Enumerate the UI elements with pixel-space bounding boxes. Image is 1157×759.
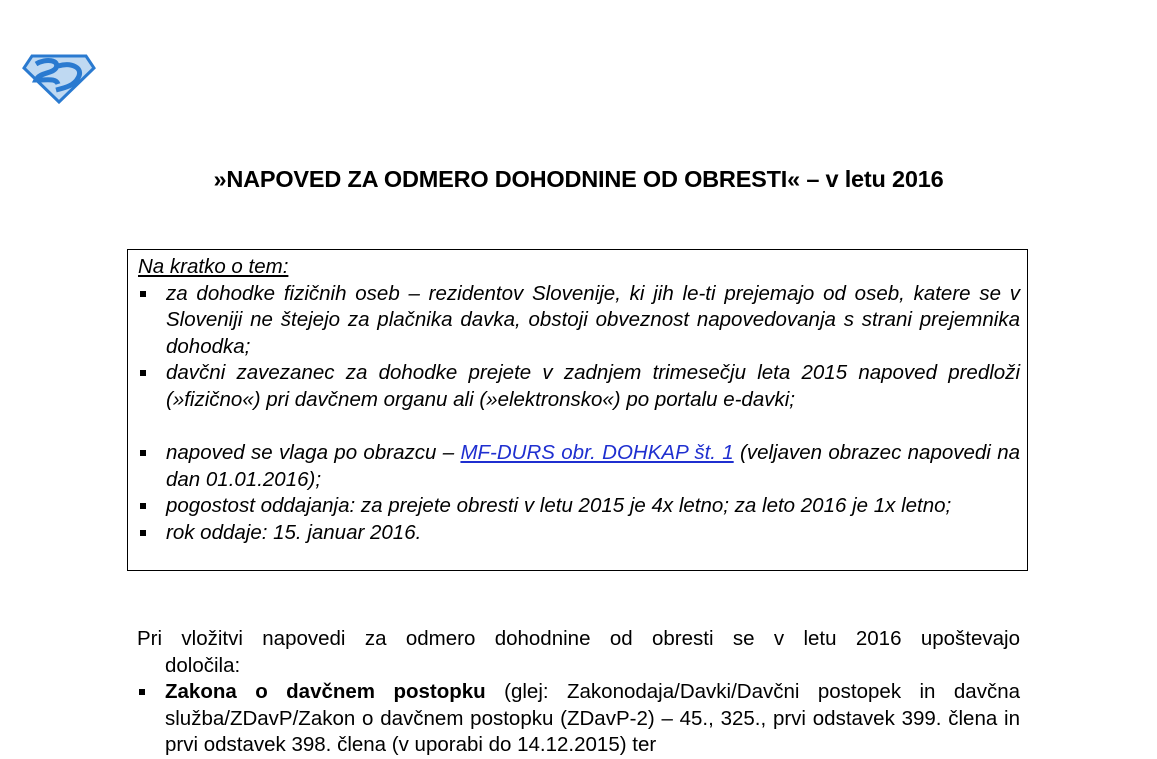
sd-logo bbox=[22, 50, 96, 104]
spacer bbox=[138, 414, 1020, 441]
summary-box bbox=[127, 249, 1028, 571]
bullet-icon bbox=[140, 530, 146, 536]
list-item: za dohodke fizičnih oseb – rezidentov Slovenije, ki jih le-ti prejemajo od oseb, katere se v Sloveniji ne štejejo za plačnika davka, obstoji obveznost napovedovanja s strani prejemnika dohodka; bbox=[138, 281, 1020, 361]
intro-line-1: Pri vložitvi napovedi za odmero dohodnine od obresti se v letu 2016 upoštevajo bbox=[137, 627, 1020, 650]
list-item: pogostost oddajanja: za prejete obresti v letu 2015 je 4x letno; za leto 2016 je 1x letno; bbox=[138, 493, 1020, 520]
list-item: rok oddaje: 15. januar 2016. bbox=[138, 520, 1020, 547]
list-item: davčni zavezanec za dohodke prejete v zadnjem trimesečju leta 2015 napoved predloži (»fizično«) pri davčnem organu ali (»elektronsko«) po portalu e-davki; bbox=[138, 360, 1020, 413]
bullet-icon bbox=[139, 689, 145, 695]
bullet-icon bbox=[140, 370, 146, 376]
page-title: »NAPOVED ZA ODMERO DOHODNINE OD OBRESTI« – v letu 2016 bbox=[213, 166, 944, 192]
summary-heading: Na kratko o tem: bbox=[138, 255, 289, 278]
body-text bbox=[137, 626, 1020, 759]
summary-list bbox=[138, 281, 1020, 547]
bullet-icon bbox=[140, 450, 146, 456]
intro-line-2: določila: bbox=[165, 653, 241, 677]
bullet-icon bbox=[140, 291, 146, 297]
list-item: napoved se vlaga po obrazcu – MF-DURS obr. DOHKAP št. 1 (veljaven obrazec napovedi na dan 01.01.2016); bbox=[138, 440, 1020, 493]
law-name: Zakona o davčnem postopku bbox=[165, 680, 486, 704]
bullet-icon bbox=[140, 503, 146, 509]
form-link[interactable]: MF-DURS obr. DOHKAP št. 1 bbox=[460, 441, 734, 465]
list-item: Zakona o davčnem postopku (glej: Zakonodaja/Davki/Davčni postopek in davčna služba/ZDavP/Zakon o davčnem postopku (ZDavP-2) – 45., 325., prvi odstavek 399. člena in prvi odstavek 398. člena (v uporabi do 14.12.2015) ter bbox=[137, 679, 1020, 759]
